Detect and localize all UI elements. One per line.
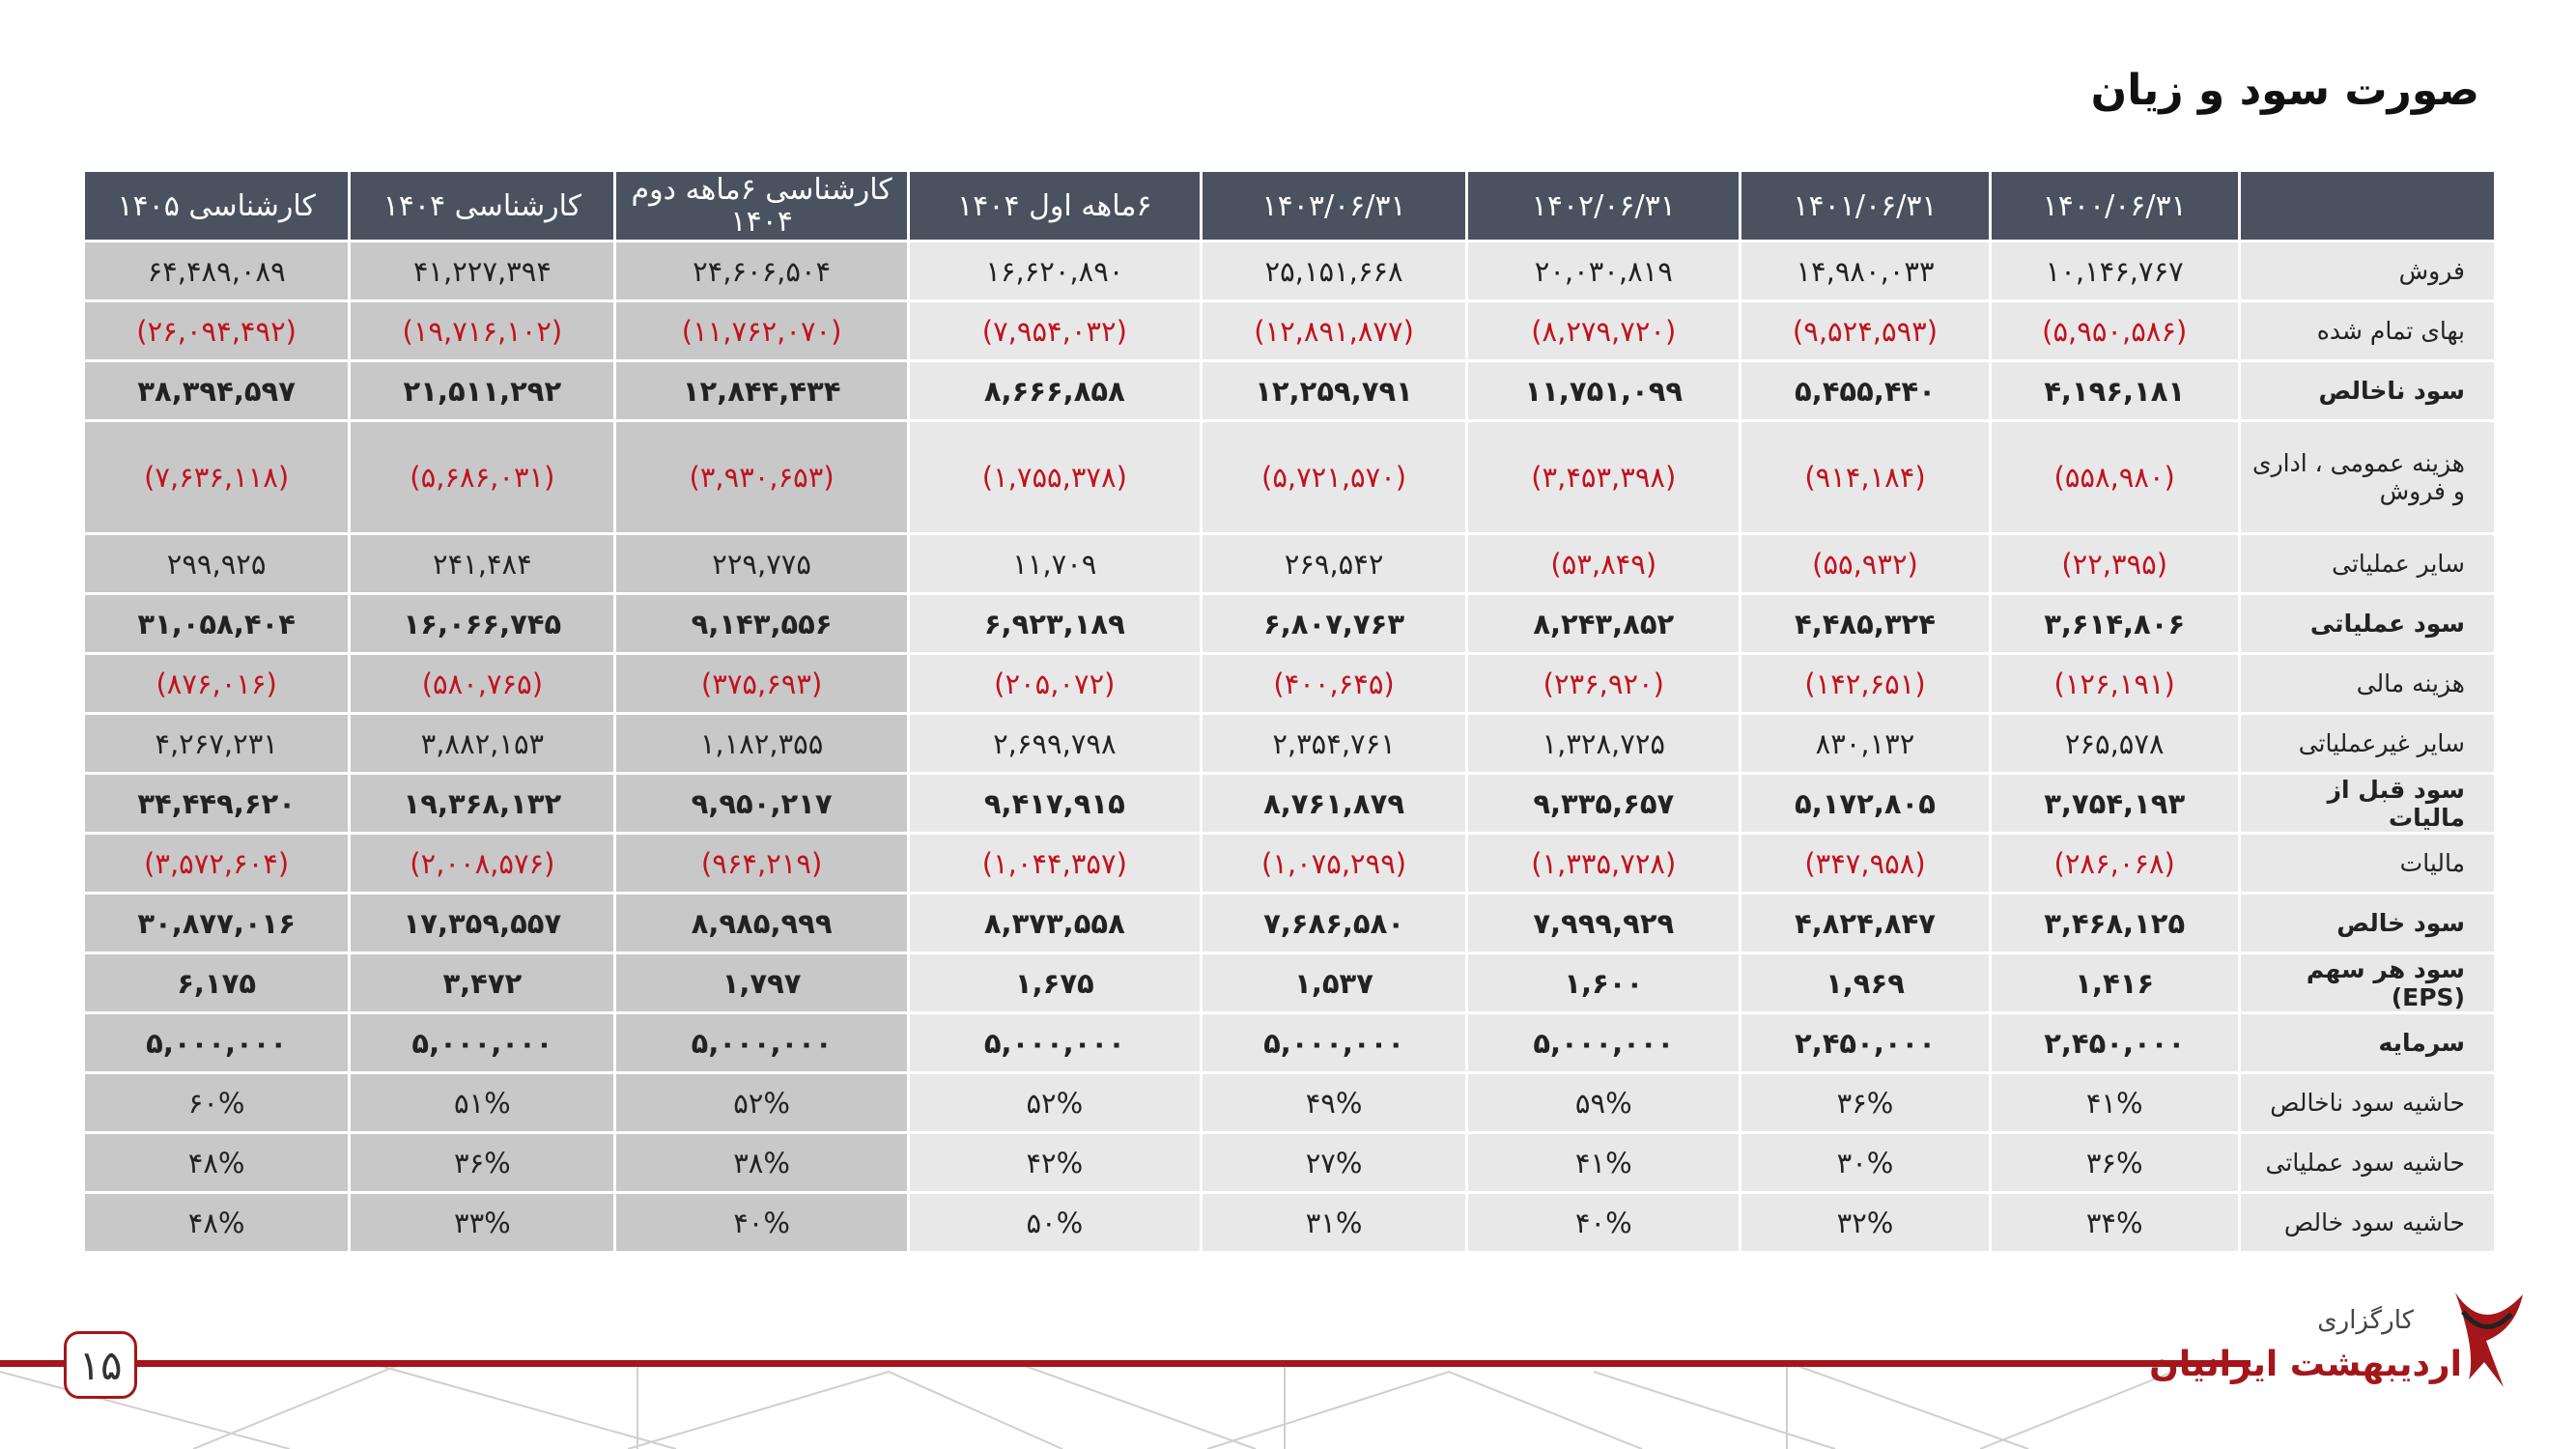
table-cell: ۷,۹۹۹,۹۲۹	[1468, 895, 1739, 952]
table-cell: ۴,۲۶۷,۲۳۱	[85, 715, 348, 772]
table-cell: ۱۶,۰۶۶,۷۴۵	[351, 595, 613, 652]
table-cell: (۳,۴۵۳,۳۹۸)	[1468, 422, 1739, 532]
table-row	[85, 1014, 2494, 1071]
table-cell: (۱,۳۳۵,۷۲۸)	[1468, 835, 1739, 892]
table-cell: (۵۵,۹۳۲)	[1741, 535, 1988, 592]
table-cell: ۸,۲۴۳,۸۵۲	[1468, 595, 1739, 652]
table-cell: ۱,۳۲۸,۷۲۵	[1468, 715, 1739, 772]
table-cell: ۴۰%	[1468, 1194, 1739, 1251]
table-cell: ۹,۳۳۵,۶۵۷	[1468, 775, 1739, 832]
table-cell: ۱۰,۱۴۶,۷۶۷	[1992, 242, 2238, 299]
table-row	[85, 775, 2494, 832]
table-cell: ۱,۷۹۷	[616, 954, 906, 1011]
table-cell: ۴۱%	[1992, 1074, 2238, 1131]
decorative-lines	[0, 1314, 2250, 1449]
table-cell: ۹,۹۵۰,۲۱۷	[616, 775, 906, 832]
table-cell: (۳۴۷,۹۵۸)	[1741, 835, 1988, 892]
column-header	[2241, 172, 2494, 240]
row-label: سایر عملیاتی	[2241, 535, 2494, 592]
table-cell: ۳۰,۸۷۷,۰۱۶	[85, 895, 348, 952]
table-cell: ۴۲%	[910, 1134, 1200, 1191]
table-row	[85, 655, 2494, 712]
table-row	[85, 895, 2494, 952]
page-title: صورت سود و زیان	[2090, 66, 2479, 115]
table-cell: ۲۶۵,۵۷۸	[1992, 715, 2238, 772]
row-label: سود هر سهم (EPS)	[2241, 954, 2494, 1011]
column-header: ۱۴۰۲/۰۶/۳۱	[1468, 172, 1739, 240]
table-cell: (۳۷۵,۶۹۳)	[616, 655, 906, 712]
row-label: سود عملیاتی	[2241, 595, 2494, 652]
table-cell: (۵۳,۸۴۹)	[1468, 535, 1739, 592]
table-cell: ۱,۵۳۷	[1203, 954, 1465, 1011]
table-cell: ۷,۶۸۶,۵۸۰	[1203, 895, 1465, 952]
table-cell: ۵۹%	[1468, 1074, 1739, 1131]
table-cell: ۳,۶۱۴,۸۰۶	[1992, 595, 2238, 652]
table-cell: ۲۲۹,۷۷۵	[616, 535, 906, 592]
table-cell: (۴۰۰,۶۴۵)	[1203, 655, 1465, 712]
table-cell: ۵,۰۰۰,۰۰۰	[1468, 1014, 1739, 1071]
table-cell: ۲,۴۵۰,۰۰۰	[1741, 1014, 1988, 1071]
table-cell: (۹۱۴,۱۸۴)	[1741, 422, 1988, 532]
table-cell: ۱۹,۳۶۸,۱۳۲	[351, 775, 613, 832]
table-cell: ۱۲,۲۵۹,۷۹۱	[1203, 362, 1465, 419]
column-header: کارشناسی ۱۴۰۵	[85, 172, 348, 240]
logo-line2: اردیبهشت ایرانیان	[2149, 1345, 2462, 1384]
table-cell: ۸۳۰,۱۳۲	[1741, 715, 1988, 772]
table-cell: (۳,۵۷۲,۶۰۴)	[85, 835, 348, 892]
table-cell: (۱۴۲,۶۵۱)	[1741, 655, 1988, 712]
row-label: سود خالص	[2241, 895, 2494, 952]
table-cell: (۸۷۶,۰۱۶)	[85, 655, 348, 712]
table-cell: ۲,۶۹۹,۷۹۸	[910, 715, 1200, 772]
table-cell: ۱۶,۶۲۰,۸۹۰	[910, 242, 1200, 299]
table-cell: ۹,۱۴۳,۵۵۶	[616, 595, 906, 652]
table-cell: (۲۶,۰۹۴,۴۹۲)	[85, 302, 348, 359]
table-cell: ۱۴,۹۸۰,۰۳۳	[1741, 242, 1988, 299]
row-label: بهای تمام شده	[2241, 302, 2494, 359]
row-label: سود قبل از مالیات	[2241, 775, 2494, 832]
table-cell: ۲۱,۵۱۱,۲۹۲	[351, 362, 613, 419]
table-cell: ۲,۴۵۰,۰۰۰	[1992, 1014, 2238, 1071]
table-cell: ۵,۰۰۰,۰۰۰	[910, 1014, 1200, 1071]
table-cell: (۲۲,۳۹۵)	[1992, 535, 2238, 592]
table-cell: ۴۸%	[85, 1134, 348, 1191]
table-cell: (۵,۹۵۰,۵۸۶)	[1992, 302, 2238, 359]
column-header: کارشناسی ۶ماهه دوم ۱۴۰۴	[616, 172, 906, 240]
table-cell: (۹,۵۲۴,۵۹۳)	[1741, 302, 1988, 359]
row-label: هزینه مالی	[2241, 655, 2494, 712]
table-cell: ۸,۷۶۱,۸۷۹	[1203, 775, 1465, 832]
table-cell: (۳,۹۳۰,۶۵۳)	[616, 422, 906, 532]
table-cell: ۵,۴۵۵,۴۴۰	[1741, 362, 1988, 419]
table-row	[85, 362, 2494, 419]
row-label: حاشیه سود عملیاتی	[2241, 1134, 2494, 1191]
table-cell: ۶۴,۴۸۹,۰۸۹	[85, 242, 348, 299]
header-row	[85, 172, 2494, 240]
column-header: ۶ماهه اول ۱۴۰۴	[910, 172, 1200, 240]
table-cell: ۲۶۹,۵۴۲	[1203, 535, 1465, 592]
table-cell: ۱,۶۰۰	[1468, 954, 1739, 1011]
table-cell: ۹,۴۱۷,۹۱۵	[910, 775, 1200, 832]
table-cell: (۲۰۵,۰۷۲)	[910, 655, 1200, 712]
table-cell: (۱,۰۷۵,۲۹۹)	[1203, 835, 1465, 892]
table-cell: ۵,۰۰۰,۰۰۰	[351, 1014, 613, 1071]
table-cell: ۳۱,۰۵۸,۴۰۴	[85, 595, 348, 652]
table-cell: ۳۰%	[1741, 1134, 1988, 1191]
table-cell: (۱,۷۵۵,۳۷۸)	[910, 422, 1200, 532]
table-row	[85, 715, 2494, 772]
table-cell: (۲۸۶,۰۶۸)	[1992, 835, 2238, 892]
table-row	[85, 422, 2494, 532]
table-cell: ۴,۸۲۴,۸۴۷	[1741, 895, 1988, 952]
table-cell: (۷,۹۵۴,۰۳۲)	[910, 302, 1200, 359]
table-cell: ۲۴,۶۰۶,۵۰۴	[616, 242, 906, 299]
table-cell: ۴۰%	[616, 1194, 906, 1251]
table-row	[85, 1074, 2494, 1131]
table-row	[85, 302, 2494, 359]
table-cell: (۵۸۰,۷۶۵)	[351, 655, 613, 712]
table-cell: (۵,۶۸۶,۰۳۱)	[351, 422, 613, 532]
table-row	[85, 954, 2494, 1011]
column-header: ۱۴۰۰/۰۶/۳۱	[1992, 172, 2238, 240]
table-cell: ۸,۳۷۳,۵۵۸	[910, 895, 1200, 952]
table-row	[85, 595, 2494, 652]
table-cell: ۳۳%	[351, 1194, 613, 1251]
table-cell: ۳۶%	[351, 1134, 613, 1191]
row-label: سرمایه	[2241, 1014, 2494, 1071]
table-cell: ۲,۳۵۴,۷۶۱	[1203, 715, 1465, 772]
table-cell: ۸,۶۶۶,۸۵۸	[910, 362, 1200, 419]
table-cell: ۵۱%	[351, 1074, 613, 1131]
table-row	[85, 535, 2494, 592]
table-cell: ۳۸,۳۹۴,۵۹۷	[85, 362, 348, 419]
page-number: ۱۵	[64, 1331, 137, 1399]
row-label: فروش	[2241, 242, 2494, 299]
row-label: حاشیه سود خالص	[2241, 1194, 2494, 1251]
table-cell: ۱۷,۳۵۹,۵۵۷	[351, 895, 613, 952]
column-header: ۱۴۰۱/۰۶/۳۱	[1741, 172, 1988, 240]
table-cell: ۵۲%	[910, 1074, 1200, 1131]
table-cell: ۲۹۹,۹۲۵	[85, 535, 348, 592]
table-cell: ۳۶%	[1741, 1074, 1988, 1131]
column-header: کارشناسی ۱۴۰۴	[351, 172, 613, 240]
table-cell: (۹۶۴,۲۱۹)	[616, 835, 906, 892]
table-cell: ۴۸%	[85, 1194, 348, 1251]
table-cell: (۷,۶۳۶,۱۱۸)	[85, 422, 348, 532]
row-label: سود ناخالص	[2241, 362, 2494, 419]
table-cell: ۴۱,۲۲۷,۳۹۴	[351, 242, 613, 299]
table-cell: ۴,۴۸۵,۳۲۴	[1741, 595, 1988, 652]
table-cell: (۱۱,۷۶۲,۰۷۰)	[616, 302, 906, 359]
table-cell: ۸,۹۸۵,۹۹۹	[616, 895, 906, 952]
table-cell: ۴۹%	[1203, 1074, 1465, 1131]
table-cell: ۳,۷۵۴,۱۹۳	[1992, 775, 2238, 832]
table-row	[85, 1134, 2494, 1191]
table-cell: ۵۰%	[910, 1194, 1200, 1251]
table-cell: ۳,۸۸۲,۱۵۳	[351, 715, 613, 772]
table-cell: ۵۲%	[616, 1074, 906, 1131]
table-cell: ۶۰%	[85, 1074, 348, 1131]
table-cell: ۲۷%	[1203, 1134, 1465, 1191]
table-cell: ۶,۹۲۳,۱۸۹	[910, 595, 1200, 652]
table-cell: ۳۲%	[1741, 1194, 1988, 1251]
table-cell: ۱۱,۷۰۹	[910, 535, 1200, 592]
table-cell: (۱۲۶,۱۹۱)	[1992, 655, 2238, 712]
table-cell: ۲۵,۱۵۱,۶۶۸	[1203, 242, 1465, 299]
row-label: هزینه عمومی ، اداری و فروش	[2241, 422, 2494, 532]
table-row	[85, 242, 2494, 299]
table-cell: (۵,۷۲۱,۵۷۰)	[1203, 422, 1465, 532]
table-cell: ۵,۰۰۰,۰۰۰	[85, 1014, 348, 1071]
table-cell: (۱۹,۷۱۶,۱۰۲)	[351, 302, 613, 359]
table-cell: ۲۰,۰۳۰,۸۱۹	[1468, 242, 1739, 299]
column-header: ۱۴۰۳/۰۶/۳۱	[1203, 172, 1465, 240]
logo-line1: کارگزاری	[2317, 1306, 2414, 1335]
table-cell: ۳,۴۶۸,۱۲۵	[1992, 895, 2238, 952]
table-cell: ۵,۰۰۰,۰۰۰	[616, 1014, 906, 1071]
table-cell: (۲۳۶,۹۲۰)	[1468, 655, 1739, 712]
table-row	[85, 835, 2494, 892]
table-cell: ۴,۱۹۶,۱۸۱	[1992, 362, 2238, 419]
table-cell: ۲۴۱,۴۸۴	[351, 535, 613, 592]
table-cell: ۱۲,۸۴۴,۴۳۴	[616, 362, 906, 419]
table-cell: ۱,۴۱۶	[1992, 954, 2238, 1011]
table-cell: ۵,۰۰۰,۰۰۰	[1203, 1014, 1465, 1071]
table-cell: ۴۱%	[1468, 1134, 1739, 1191]
table-cell: ۶,۱۷۵	[85, 954, 348, 1011]
table-cell: ۶,۸۰۷,۷۶۳	[1203, 595, 1465, 652]
table-cell: (۵۵۸,۹۸۰)	[1992, 422, 2238, 532]
table-cell: ۳۱%	[1203, 1194, 1465, 1251]
row-label: سایر غیرعملیاتی	[2241, 715, 2494, 772]
table-row	[85, 1194, 2494, 1251]
table-cell: ۵,۱۷۲,۸۰۵	[1741, 775, 1988, 832]
table-cell: (۱,۰۴۴,۳۵۷)	[910, 835, 1200, 892]
table-cell: ۱,۱۸۲,۳۵۵	[616, 715, 906, 772]
table-cell: ۳۴%	[1992, 1194, 2238, 1251]
table-cell: ۳۸%	[616, 1134, 906, 1191]
table-cell: ۱,۶۷۵	[910, 954, 1200, 1011]
table-cell: ۳۴,۴۴۹,۶۲۰	[85, 775, 348, 832]
footer-rule	[0, 1360, 2250, 1367]
table-cell: ۱,۹۶۹	[1741, 954, 1988, 1011]
row-label: مالیات	[2241, 835, 2494, 892]
table-cell: (۲,۰۰۸,۵۷۶)	[351, 835, 613, 892]
table-cell: ۳,۴۷۲	[351, 954, 613, 1011]
table-cell: ۱۱,۷۵۱,۰۹۹	[1468, 362, 1739, 419]
row-label: حاشیه سود ناخالص	[2241, 1074, 2494, 1131]
table-cell: (۱۲,۸۹۱,۸۷۷)	[1203, 302, 1465, 359]
income-statement-table	[82, 169, 2497, 1254]
table-cell: (۸,۲۷۹,۷۲۰)	[1468, 302, 1739, 359]
table-cell: ۳۶%	[1992, 1134, 2238, 1191]
